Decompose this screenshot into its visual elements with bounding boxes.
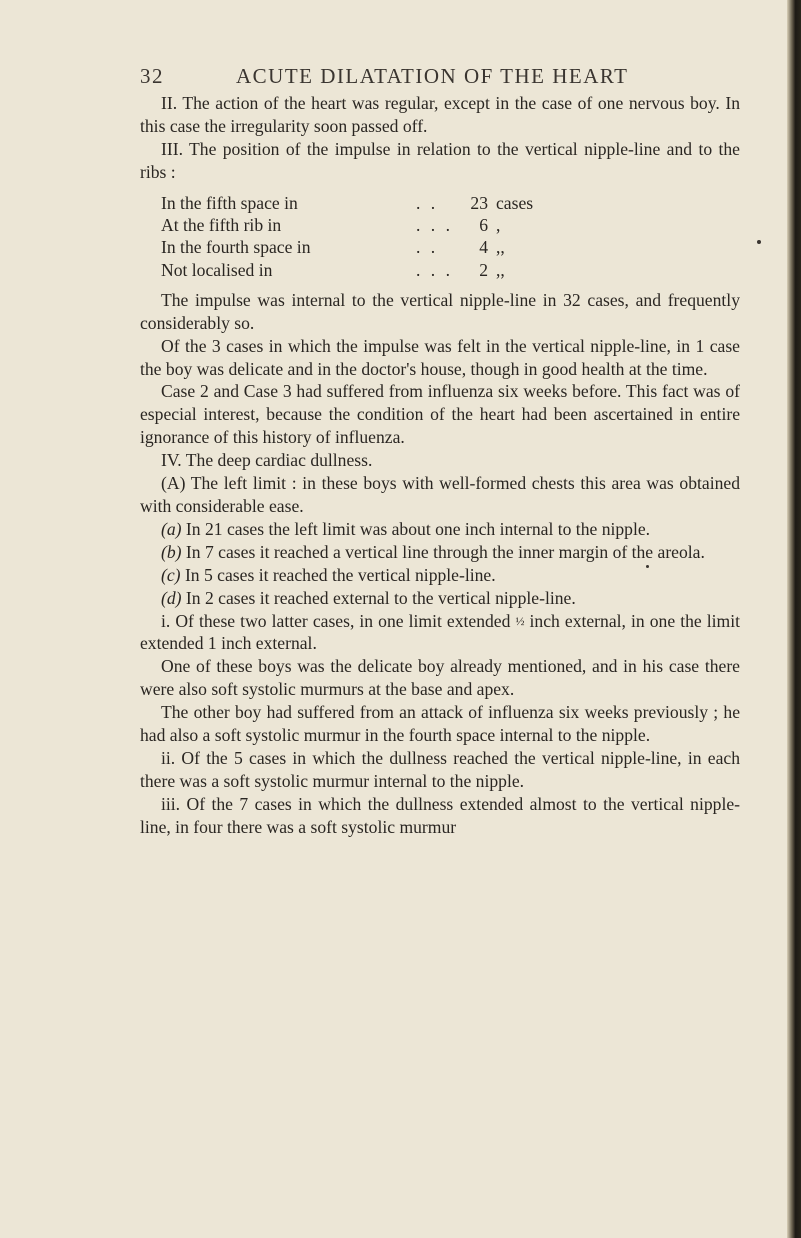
item-a-label: (a) xyxy=(161,518,182,539)
item-b-label: (b) xyxy=(161,541,182,562)
row-label: At the fifth rib in xyxy=(161,214,282,235)
row-count: 2 xyxy=(479,259,488,280)
paragraph-item-c xyxy=(140,564,740,587)
paragraph-item-d xyxy=(140,587,740,610)
paragraph-item-b xyxy=(140,541,740,564)
paragraph-item-i xyxy=(140,610,740,656)
item-c-text: In 5 cases it reached the vertical nipple-line. xyxy=(184,564,496,585)
row-leader: . . . xyxy=(416,214,453,235)
row-leader: . . xyxy=(416,237,439,258)
row-label: In the fourth space in xyxy=(161,237,311,258)
item-b-text: In 7 cases it reached a vertical line through the inner margin of the areola. xyxy=(185,541,705,562)
fraction-half: ½ xyxy=(515,613,525,628)
row-unit: ,, xyxy=(496,237,505,258)
paragraph-action: II. The action of the heart was regular, except in the case of one nervous boy. In this case the irregularity soon passed off. xyxy=(140,93,740,136)
row-count: 4 xyxy=(479,237,488,258)
table-row xyxy=(161,236,740,258)
item-i-after: inch external, in one the limit extended 1 inch external. xyxy=(140,610,740,654)
paragraph-three-cases: Of the 3 cases in which the impulse was felt in the vertical nipple-line, in 1 case the boy was delicate and in the doctor's house, though in good health at the time. xyxy=(140,335,740,379)
row-count: 23 xyxy=(470,192,488,213)
row-unit: cases xyxy=(496,192,534,213)
row-unit: ,, xyxy=(496,259,505,280)
page-number: 32 xyxy=(140,64,164,88)
paragraph-position: III. The position of the impulse in relation to the vertical nipple-line and to the ribs : xyxy=(140,138,740,182)
item-d-text: In 2 cases it reached external to the vertical nipple-line. xyxy=(185,587,576,608)
row-leader: . . xyxy=(416,192,439,213)
page-edge-shadow xyxy=(787,0,801,1238)
paragraph-item-iii: iii. Of the 7 cases in which the dullness extended almost to the vertical nipple-line, in four there was a soft systolic murmur xyxy=(140,793,740,837)
paragraph-dullness-heading: IV. The deep cardiac dullness. xyxy=(161,450,373,471)
ink-speck xyxy=(757,240,761,244)
paragraph-item-a xyxy=(140,518,740,541)
page-body xyxy=(140,92,740,839)
table-row xyxy=(161,192,740,214)
item-d-label: (d) xyxy=(161,587,182,608)
table-row xyxy=(161,259,740,281)
running-header xyxy=(140,64,628,89)
item-a-text: In 21 cases the left limit was about one inch internal to the nipple. xyxy=(185,518,651,539)
paragraph-item-ii: ii. Of the 5 cases in which the dullness reached the vertical nipple-line, in each there was a soft systolic murmur internal to the nipple. xyxy=(140,747,740,791)
row-label: Not localised in xyxy=(161,259,273,280)
row-label: In the fifth space in xyxy=(161,192,298,213)
paragraph-left-limit: (A) The left limit : in these boys with well-formed chests this area was obtained with considerable ease. xyxy=(140,473,740,516)
row-count: 6 xyxy=(479,214,488,235)
paragraph-influenza: Case 2 and Case 3 had suffered from influenza six weeks before. This fact was of especial interest, because the condition of the heart had been ascertained in entire ignorance of this history of influenza. xyxy=(140,381,740,448)
paragraph-other-boy: The other boy had suffered from an attack of influenza six weeks previously ; he had also a soft systolic murmur in the fourth space internal to the nipple. xyxy=(140,702,740,746)
ink-speck xyxy=(646,565,649,568)
item-i-before: i. Of these two latter cases, in one limit extended xyxy=(161,610,511,631)
item-c-label: (c) xyxy=(161,564,181,585)
paragraph-delicate-boy: One of these boys was the delicate boy already mentioned, and in his case there were also soft systolic murmurs at the base and apex. xyxy=(140,656,740,700)
paragraph-internal: The impulse was internal to the vertical nipple-line in 32 cases, and frequently considerably so. xyxy=(140,289,740,333)
running-title: ACUTE DILATATION OF THE HEART xyxy=(236,64,629,88)
row-unit: , xyxy=(496,214,501,235)
row-leader: . . . xyxy=(416,259,453,280)
table-row xyxy=(161,214,740,236)
impulse-position-table xyxy=(161,184,740,289)
